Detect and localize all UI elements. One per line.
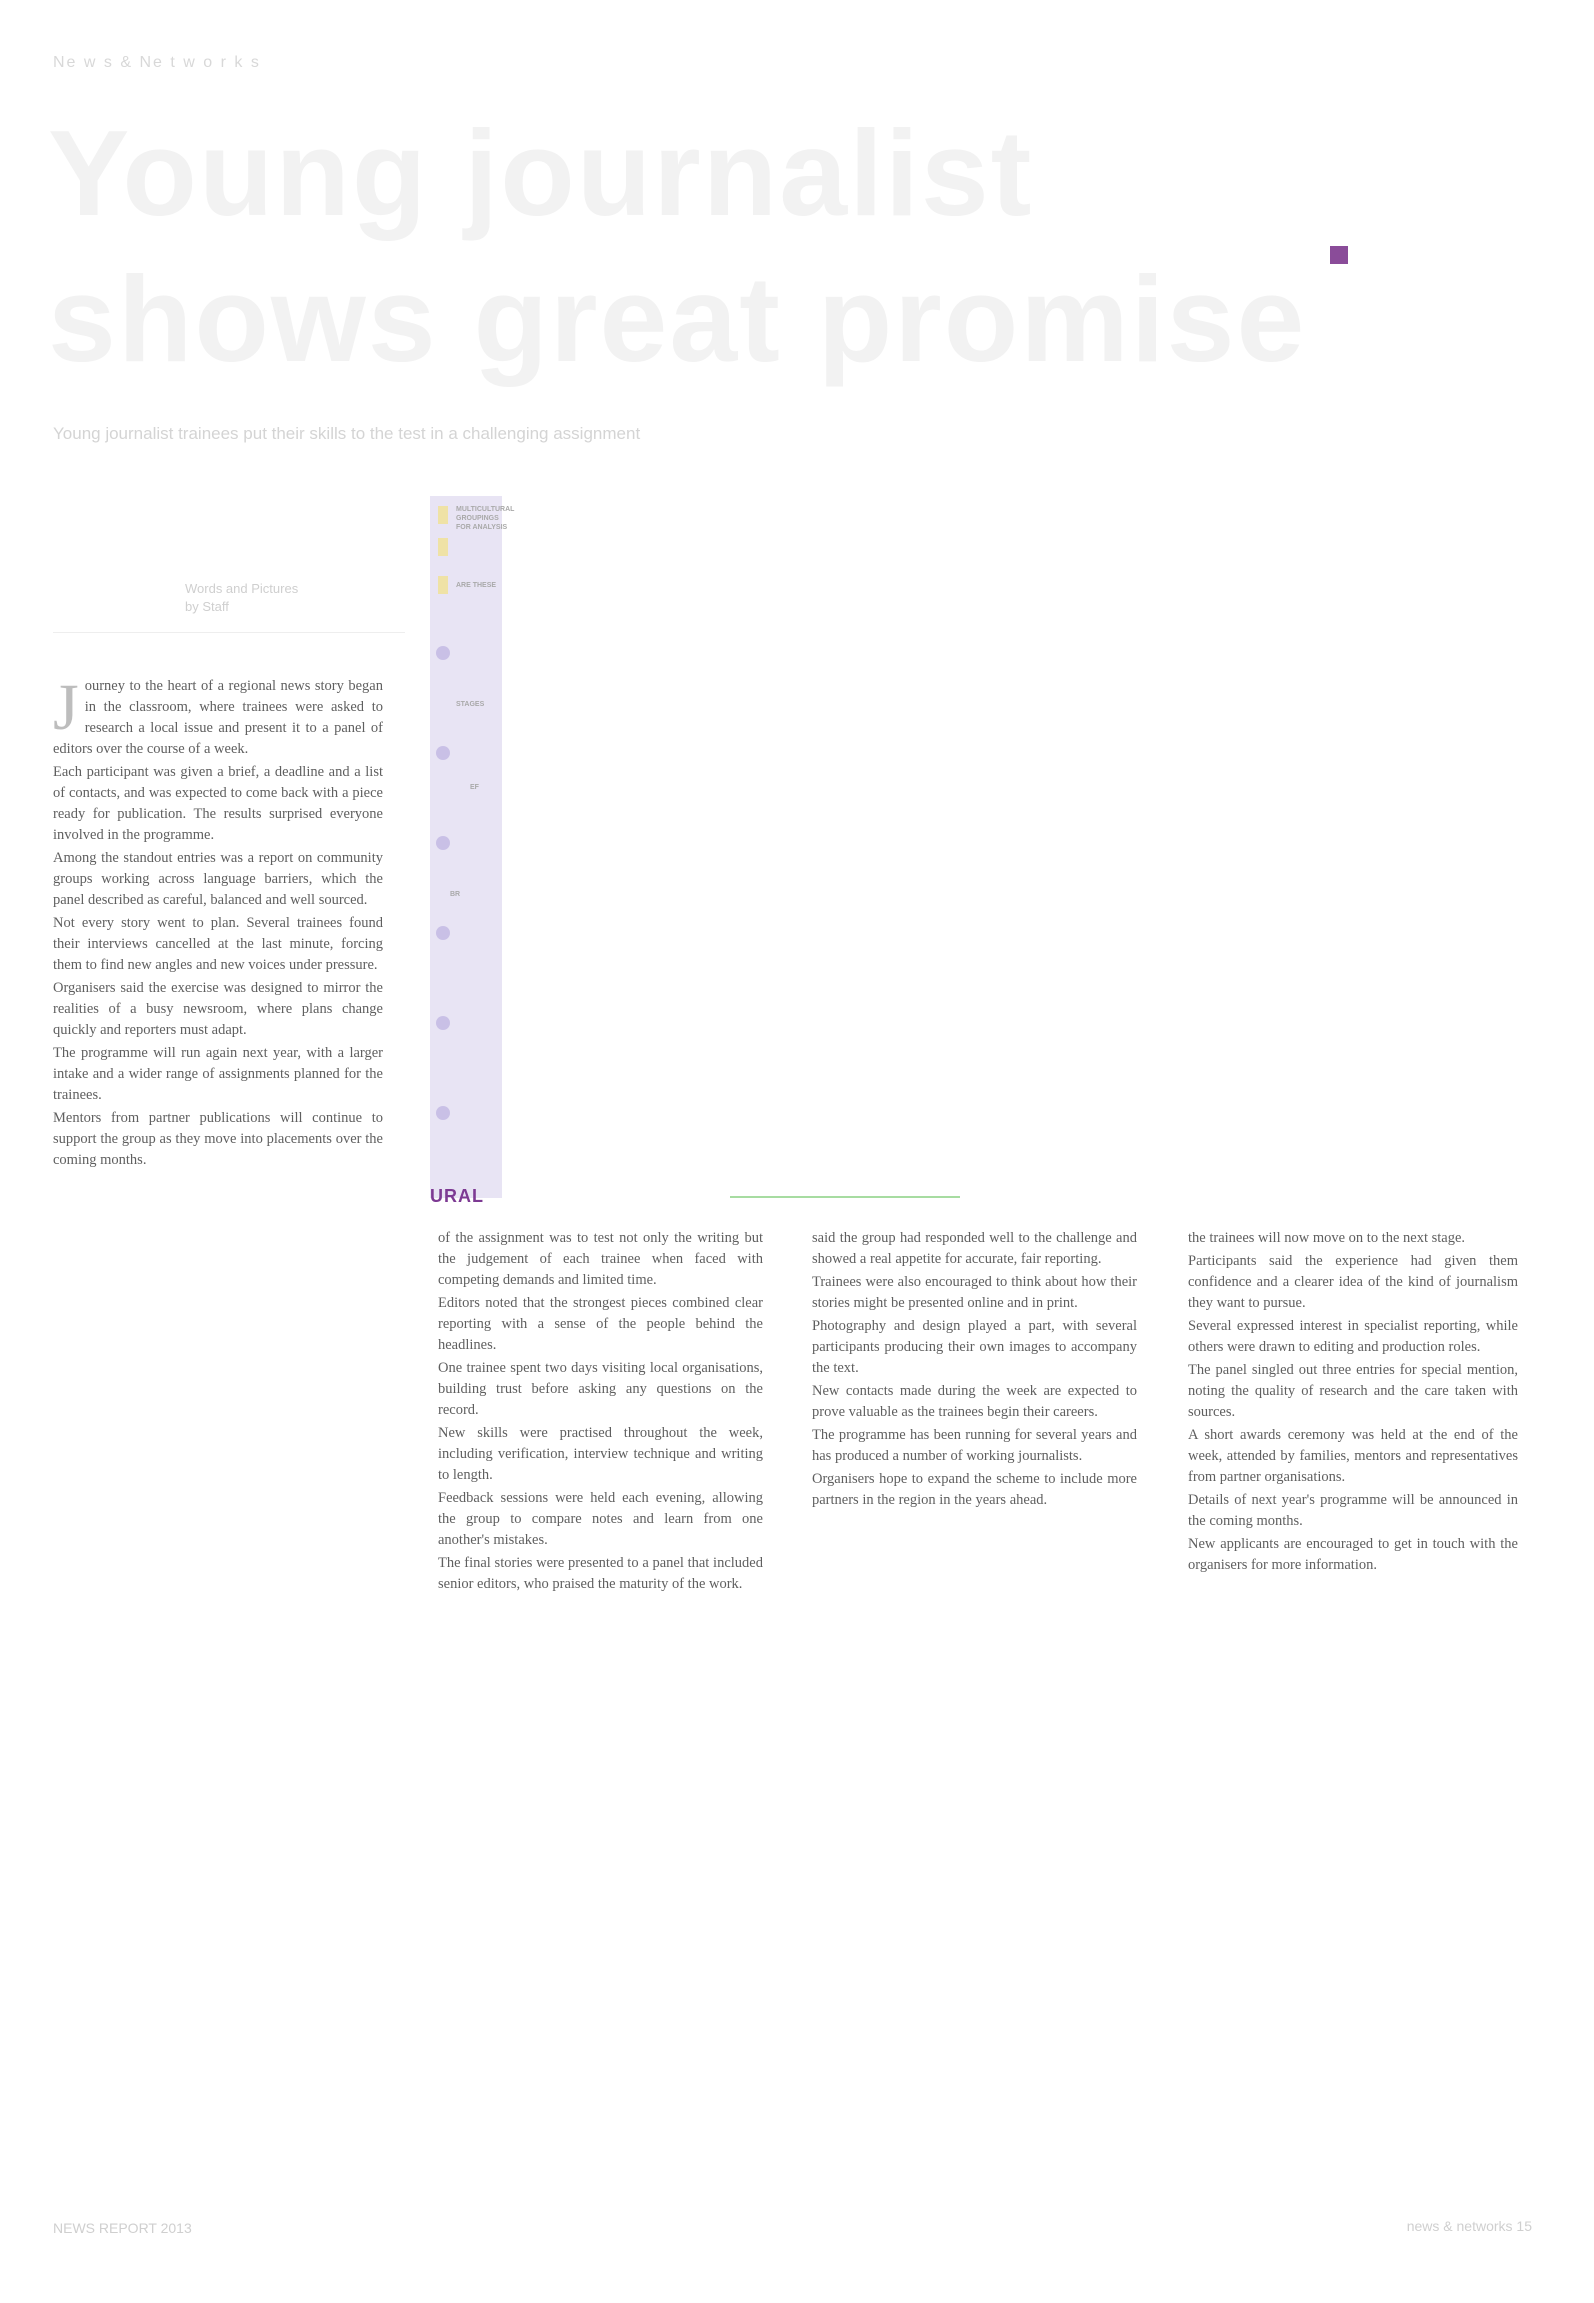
- paragraph: A short awards ceremony was held at the end of the week, attended by families, mentors and representatives from partner organisations.: [1188, 1427, 1518, 1485]
- paragraph: Organisers hope to expand the scheme to include more partners in the region in the years ahead.: [812, 1471, 1137, 1508]
- paragraph: Feedback sessions were held each evening, allowing the group to compare notes and learn from one another's mistakes.: [438, 1490, 763, 1548]
- image-label: STAGES: [456, 701, 485, 708]
- byline-line-1: Words and Pictures: [185, 581, 299, 596]
- image-label: BR: [450, 891, 461, 898]
- headline-line-1: Young journalist: [48, 105, 1034, 241]
- paragraph: New contacts made during the week are expected to prove valuable as the trainees begin their careers.: [812, 1383, 1137, 1420]
- paragraph: The programme has been running for several years and has produced a number of working journalists.: [812, 1427, 1137, 1464]
- paragraph: Each participant was given a brief, a deadline and a list of contacts, and was expected to come back with a piece ready for publication. The results surprised everyone involved in the programme.: [53, 764, 383, 843]
- image-caption-word: URAL: [430, 1186, 484, 1206]
- paragraph: The final stories were presented to a panel that included senior editors, who praised the maturity of the work.: [438, 1555, 763, 1592]
- image-dot: [436, 1016, 450, 1030]
- byline-line-2: by Staff: [185, 599, 229, 614]
- paragraph: Among the standout entries was a report on community groups working across language barriers, which the panel described as careful, balanced and well sourced.: [53, 850, 383, 908]
- paragraph: of the assignment was to test not only the writing but the judgement of each trainee when faced with competing demands and limited time.: [438, 1230, 763, 1288]
- drop-cap: J: [53, 671, 79, 744]
- body-column-1: [53, 671, 383, 1173]
- paragraph: Several expressed interest in specialist reporting, while others were drawn to editing and production roles.: [1188, 1318, 1518, 1355]
- image-tag: [438, 506, 448, 524]
- footer-left: NEWS REPORT 2013: [53, 2220, 192, 2236]
- byline-rule: [53, 632, 405, 633]
- image-dot: [436, 646, 450, 660]
- body-column-3: [812, 1228, 1137, 1513]
- image-divider-line: [730, 1196, 960, 1198]
- paragraph: Not every story went to plan. Several trainees found their interviews cancelled at the last minute, forcing them to find new angles and new voices under pressure.: [53, 915, 383, 973]
- image-dot: [436, 836, 450, 850]
- paragraph: Journey to the heart of a regional news story began in the classroom, where trainees were asked to research a local issue and present it to a panel of editors over the course of a week.: [53, 671, 383, 757]
- purple-square-marker: [1330, 246, 1348, 264]
- section-kicker: Ne w s & Ne t w o r k s: [53, 54, 261, 71]
- image-label: ARE THESE: [456, 582, 497, 589]
- image-label: MULTICULTURAL: [456, 506, 515, 513]
- body-column-2: [438, 1228, 763, 1597]
- paragraph: Participants said the experience had given them confidence and a clearer idea of the kind of journalism they want to pursue.: [1188, 1253, 1518, 1311]
- paragraph: Editors noted that the strongest pieces combined clear reporting with a sense of the people behind the headlines.: [438, 1295, 763, 1353]
- image-dot: [436, 746, 450, 760]
- standfirst: Young journalist trainees put their skills to the test in a challenging assignment: [53, 424, 641, 443]
- image-dot: [436, 1106, 450, 1120]
- paragraph: Mentors from partner publications will continue to support the group as they move into placements over the coming months.: [53, 1110, 383, 1168]
- paragraph: New applicants are encouraged to get in touch with the organisers for more information.: [1188, 1536, 1518, 1573]
- image-label: FOR ANALYSIS: [456, 524, 508, 531]
- headline-line-2: shows great promise: [48, 251, 1307, 387]
- image-tag: [438, 576, 448, 594]
- paragraph: The panel singled out three entries for special mention, noting the quality of research and the care taken with sources.: [1188, 1362, 1518, 1420]
- paragraph: Photography and design played a part, with several participants producing their own images to accompany the text.: [812, 1318, 1137, 1376]
- image-dot: [436, 926, 450, 940]
- paragraph: said the group had responded well to the challenge and showed a real appetite for accurate, fair reporting.: [812, 1230, 1137, 1267]
- image-label: EF: [470, 784, 479, 791]
- paragraph: Details of next year's programme will be announced in the coming months.: [1188, 1492, 1518, 1529]
- image-label: GROUPINGS: [456, 515, 499, 522]
- paragraph: Trainees were also encouraged to think about how their stories might be presented online and in print.: [812, 1274, 1137, 1311]
- paragraph: Organisers said the exercise was designed to mirror the realities of a busy newsroom, where plans change quickly and reporters must adapt.: [53, 980, 383, 1038]
- body-column-4: [1188, 1228, 1518, 1578]
- paragraph: One trainee spent two days visiting local organisations, building trust before asking any questions on the record.: [438, 1360, 763, 1418]
- byline: [185, 580, 298, 616]
- footer-page-number: news & networks 15: [1406, 2218, 1532, 2234]
- image-tag: [438, 538, 448, 556]
- paragraph: the trainees will now move on to the next stage.: [1188, 1230, 1466, 1246]
- paragraph: New skills were practised throughout the week, including verification, interview technique and writing to length.: [438, 1425, 763, 1483]
- paragraph: The programme will run again next year, with a larger intake and a wider range of assignments planned for the trainees.: [53, 1045, 383, 1103]
